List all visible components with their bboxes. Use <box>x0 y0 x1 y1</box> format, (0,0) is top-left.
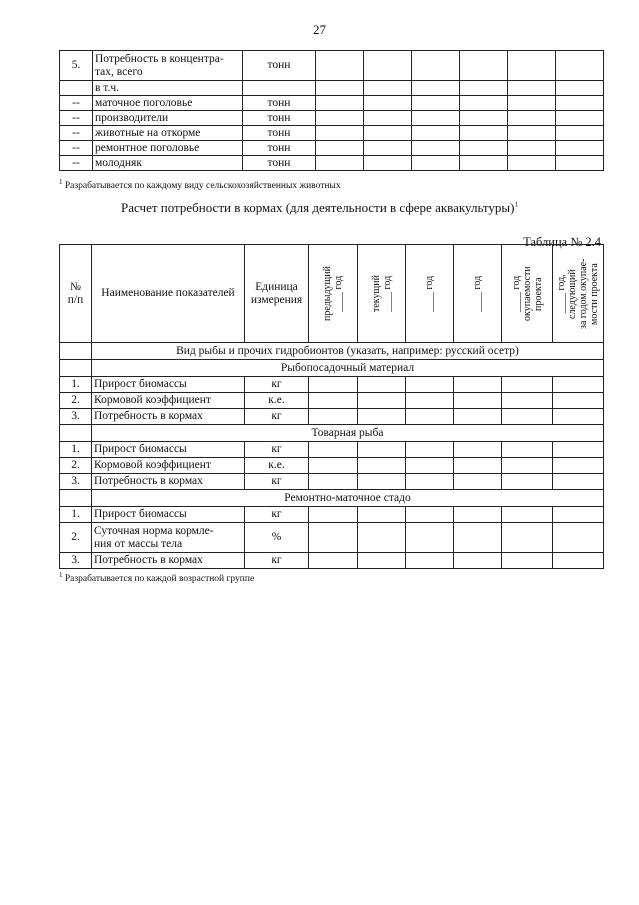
species-row <box>60 343 604 360</box>
row-number: 2. <box>60 393 92 409</box>
value-cell <box>309 553 358 569</box>
value-cell <box>316 51 364 81</box>
blank-cell <box>60 490 92 507</box>
row-number: 1. <box>60 442 92 458</box>
value-cell <box>364 141 412 156</box>
row-unit: тонн <box>243 126 316 141</box>
row-unit: тонн <box>243 156 316 171</box>
row-number: -- <box>60 156 93 171</box>
row-unit: кг <box>245 409 309 425</box>
section-title: Рыбопосадочный материал <box>92 360 604 377</box>
row-name: Прирост биомассы <box>92 377 245 393</box>
value-cell <box>406 458 454 474</box>
row-unit: тонн <box>243 141 316 156</box>
header-num: № п/п <box>60 245 92 343</box>
value-cell <box>454 442 502 458</box>
value-cell <box>309 507 358 523</box>
value-cell <box>556 141 604 156</box>
blank-cell <box>60 343 92 360</box>
value-cell <box>316 81 364 96</box>
value-cell <box>460 51 508 81</box>
value-cell <box>454 474 502 490</box>
row-number: 1. <box>60 377 92 393</box>
value-cell <box>406 507 454 523</box>
value-cell <box>358 458 406 474</box>
value-cell <box>316 96 364 111</box>
value-cell <box>364 111 412 126</box>
value-cell <box>460 156 508 171</box>
value-cell <box>454 523 502 553</box>
value-cell <box>553 458 604 474</box>
header-name: Наименование показателей <box>92 245 245 343</box>
top-table <box>59 50 604 171</box>
value-cell <box>454 409 502 425</box>
value-cell <box>309 377 358 393</box>
value-cell <box>502 442 553 458</box>
value-cell <box>502 507 553 523</box>
section-row <box>60 360 604 377</box>
row-unit: тонн <box>243 111 316 126</box>
value-cell <box>309 393 358 409</box>
species-label: Вид рыбы и прочих гидробионтов (указать, например: русский осетр) <box>92 343 604 360</box>
value-cell <box>508 51 556 81</box>
row-number: 2. <box>60 458 92 474</box>
value-cell <box>553 507 604 523</box>
header-year-2: текущий ____ год <box>358 245 406 343</box>
value-cell <box>358 474 406 490</box>
header-unit: Единица измерения <box>245 245 309 343</box>
value-cell <box>508 96 556 111</box>
row-unit: тонн <box>243 96 316 111</box>
table-row <box>60 474 604 490</box>
value-cell <box>358 553 406 569</box>
value-cell <box>502 553 553 569</box>
feed-requirement-table <box>59 244 604 569</box>
row-number: 5. <box>60 51 93 81</box>
value-cell <box>412 141 460 156</box>
value-cell <box>412 96 460 111</box>
value-cell <box>454 553 502 569</box>
row-name: Потребность в концентра- тах, всего <box>93 51 243 81</box>
value-cell <box>412 156 460 171</box>
row-unit: к.е. <box>245 458 309 474</box>
value-cell <box>508 111 556 126</box>
value-cell <box>508 141 556 156</box>
header-year-1: предыдущий ____ год <box>309 245 358 343</box>
value-cell <box>412 51 460 81</box>
section-title: Ремонтно-маточное стадо <box>92 490 604 507</box>
row-number: 3. <box>60 409 92 425</box>
value-cell <box>502 523 553 553</box>
value-cell <box>556 111 604 126</box>
value-cell <box>553 377 604 393</box>
value-cell <box>553 442 604 458</box>
value-cell <box>406 393 454 409</box>
value-cell <box>460 126 508 141</box>
value-cell <box>412 111 460 126</box>
row-name: ремонтное поголовье <box>93 141 243 156</box>
table-caption: Расчет потребности в кормах (для деятельности в сфере аквакультуры)$^1$ <box>121 200 518 215</box>
blank-cell <box>60 425 92 442</box>
value-cell <box>508 156 556 171</box>
row-number: -- <box>60 111 93 126</box>
value-cell <box>553 553 604 569</box>
row-unit: кг <box>245 553 309 569</box>
value-cell <box>406 523 454 553</box>
row-name: Прирост биомассы <box>92 507 245 523</box>
row-unit: кг <box>245 442 309 458</box>
table-row <box>60 81 604 96</box>
value-cell <box>406 409 454 425</box>
table-row <box>60 141 604 156</box>
row-number <box>60 81 93 96</box>
value-cell <box>502 377 553 393</box>
row-unit: % <box>245 523 309 553</box>
value-cell <box>502 474 553 490</box>
value-cell <box>316 111 364 126</box>
row-number: 3. <box>60 553 92 569</box>
value-cell <box>309 523 358 553</box>
top-footnote: $^1$ Разрабатывается по каждому виду сельскохозяйственных животных <box>59 178 341 192</box>
header-year-6: ____ год, следующий за годом окупае- мости проекта <box>553 245 604 343</box>
value-cell <box>316 156 364 171</box>
row-name: маточное поголовье <box>93 96 243 111</box>
value-cell <box>508 81 556 96</box>
value-cell <box>454 458 502 474</box>
row-name: животные на откорме <box>93 126 243 141</box>
section-title: Товарная рыба <box>92 425 604 442</box>
row-unit: к.е. <box>245 393 309 409</box>
value-cell <box>553 409 604 425</box>
value-cell <box>406 474 454 490</box>
value-cell <box>412 126 460 141</box>
value-cell <box>502 458 553 474</box>
value-cell <box>309 409 358 425</box>
value-cell <box>508 126 556 141</box>
value-cell <box>406 442 454 458</box>
table-row <box>60 156 604 171</box>
main-footnote: $^1$ Разрабатывается по каждой возрастной группе <box>59 571 255 585</box>
table-row <box>60 51 604 81</box>
value-cell <box>406 553 454 569</box>
value-cell <box>553 393 604 409</box>
value-cell <box>364 156 412 171</box>
row-name: Кормовой коэффициент <box>92 393 245 409</box>
blank-cell <box>60 360 92 377</box>
value-cell <box>358 442 406 458</box>
value-cell <box>358 507 406 523</box>
header-year-5: ____ год окупаемости проекта <box>502 245 553 343</box>
value-cell <box>309 474 358 490</box>
value-cell <box>553 523 604 553</box>
value-cell <box>556 126 604 141</box>
row-name: Прирост биомассы <box>92 442 245 458</box>
row-number: -- <box>60 141 93 156</box>
table-row <box>60 393 604 409</box>
value-cell <box>358 409 406 425</box>
value-cell <box>502 393 553 409</box>
row-name: Потребность в кормах <box>92 553 245 569</box>
value-cell <box>358 377 406 393</box>
row-name: Суточная норма кормле- ния от массы тела <box>92 523 245 553</box>
table-row <box>60 458 604 474</box>
value-cell <box>556 81 604 96</box>
value-cell <box>364 51 412 81</box>
table-number: Таблица № 2.4 <box>523 235 601 249</box>
value-cell <box>358 523 406 553</box>
row-name: Кормовой коэффициент <box>92 458 245 474</box>
row-name: Потребность в кормах <box>92 409 245 425</box>
row-number: -- <box>60 96 93 111</box>
value-cell <box>364 81 412 96</box>
value-cell <box>454 393 502 409</box>
page-number: 27 <box>313 22 326 37</box>
table-row <box>60 507 604 523</box>
row-unit: кг <box>245 507 309 523</box>
value-cell <box>454 507 502 523</box>
row-name: молодняк <box>93 156 243 171</box>
table-row <box>60 523 604 553</box>
value-cell <box>412 81 460 96</box>
value-cell <box>556 156 604 171</box>
row-unit: тонн <box>243 51 316 81</box>
row-number: 1. <box>60 507 92 523</box>
value-cell <box>454 377 502 393</box>
value-cell <box>460 81 508 96</box>
value-cell <box>364 126 412 141</box>
row-unit: кг <box>245 377 309 393</box>
value-cell <box>502 409 553 425</box>
header-row <box>60 245 604 343</box>
table-row <box>60 409 604 425</box>
row-name: Потребность в кормах <box>92 474 245 490</box>
row-unit: кг <box>245 474 309 490</box>
value-cell <box>358 393 406 409</box>
value-cell <box>460 96 508 111</box>
section-row <box>60 490 604 507</box>
section-row <box>60 425 604 442</box>
row-number: 2. <box>60 523 92 553</box>
header-year-4: ____ год <box>454 245 502 343</box>
table-row <box>60 96 604 111</box>
value-cell <box>309 442 358 458</box>
table-row <box>60 442 604 458</box>
value-cell <box>556 51 604 81</box>
row-number: -- <box>60 126 93 141</box>
table-row <box>60 553 604 569</box>
table-row <box>60 377 604 393</box>
table-row <box>60 111 604 126</box>
value-cell <box>553 474 604 490</box>
value-cell <box>406 377 454 393</box>
table-row <box>60 126 604 141</box>
value-cell <box>556 96 604 111</box>
row-number: 3. <box>60 474 92 490</box>
value-cell <box>316 141 364 156</box>
value-cell <box>460 111 508 126</box>
value-cell <box>364 96 412 111</box>
row-name: в т.ч. <box>93 81 243 96</box>
header-year-3: ____ год <box>406 245 454 343</box>
value-cell <box>460 141 508 156</box>
value-cell <box>316 126 364 141</box>
row-unit <box>243 81 316 96</box>
row-name: производители <box>93 111 243 126</box>
value-cell <box>309 458 358 474</box>
